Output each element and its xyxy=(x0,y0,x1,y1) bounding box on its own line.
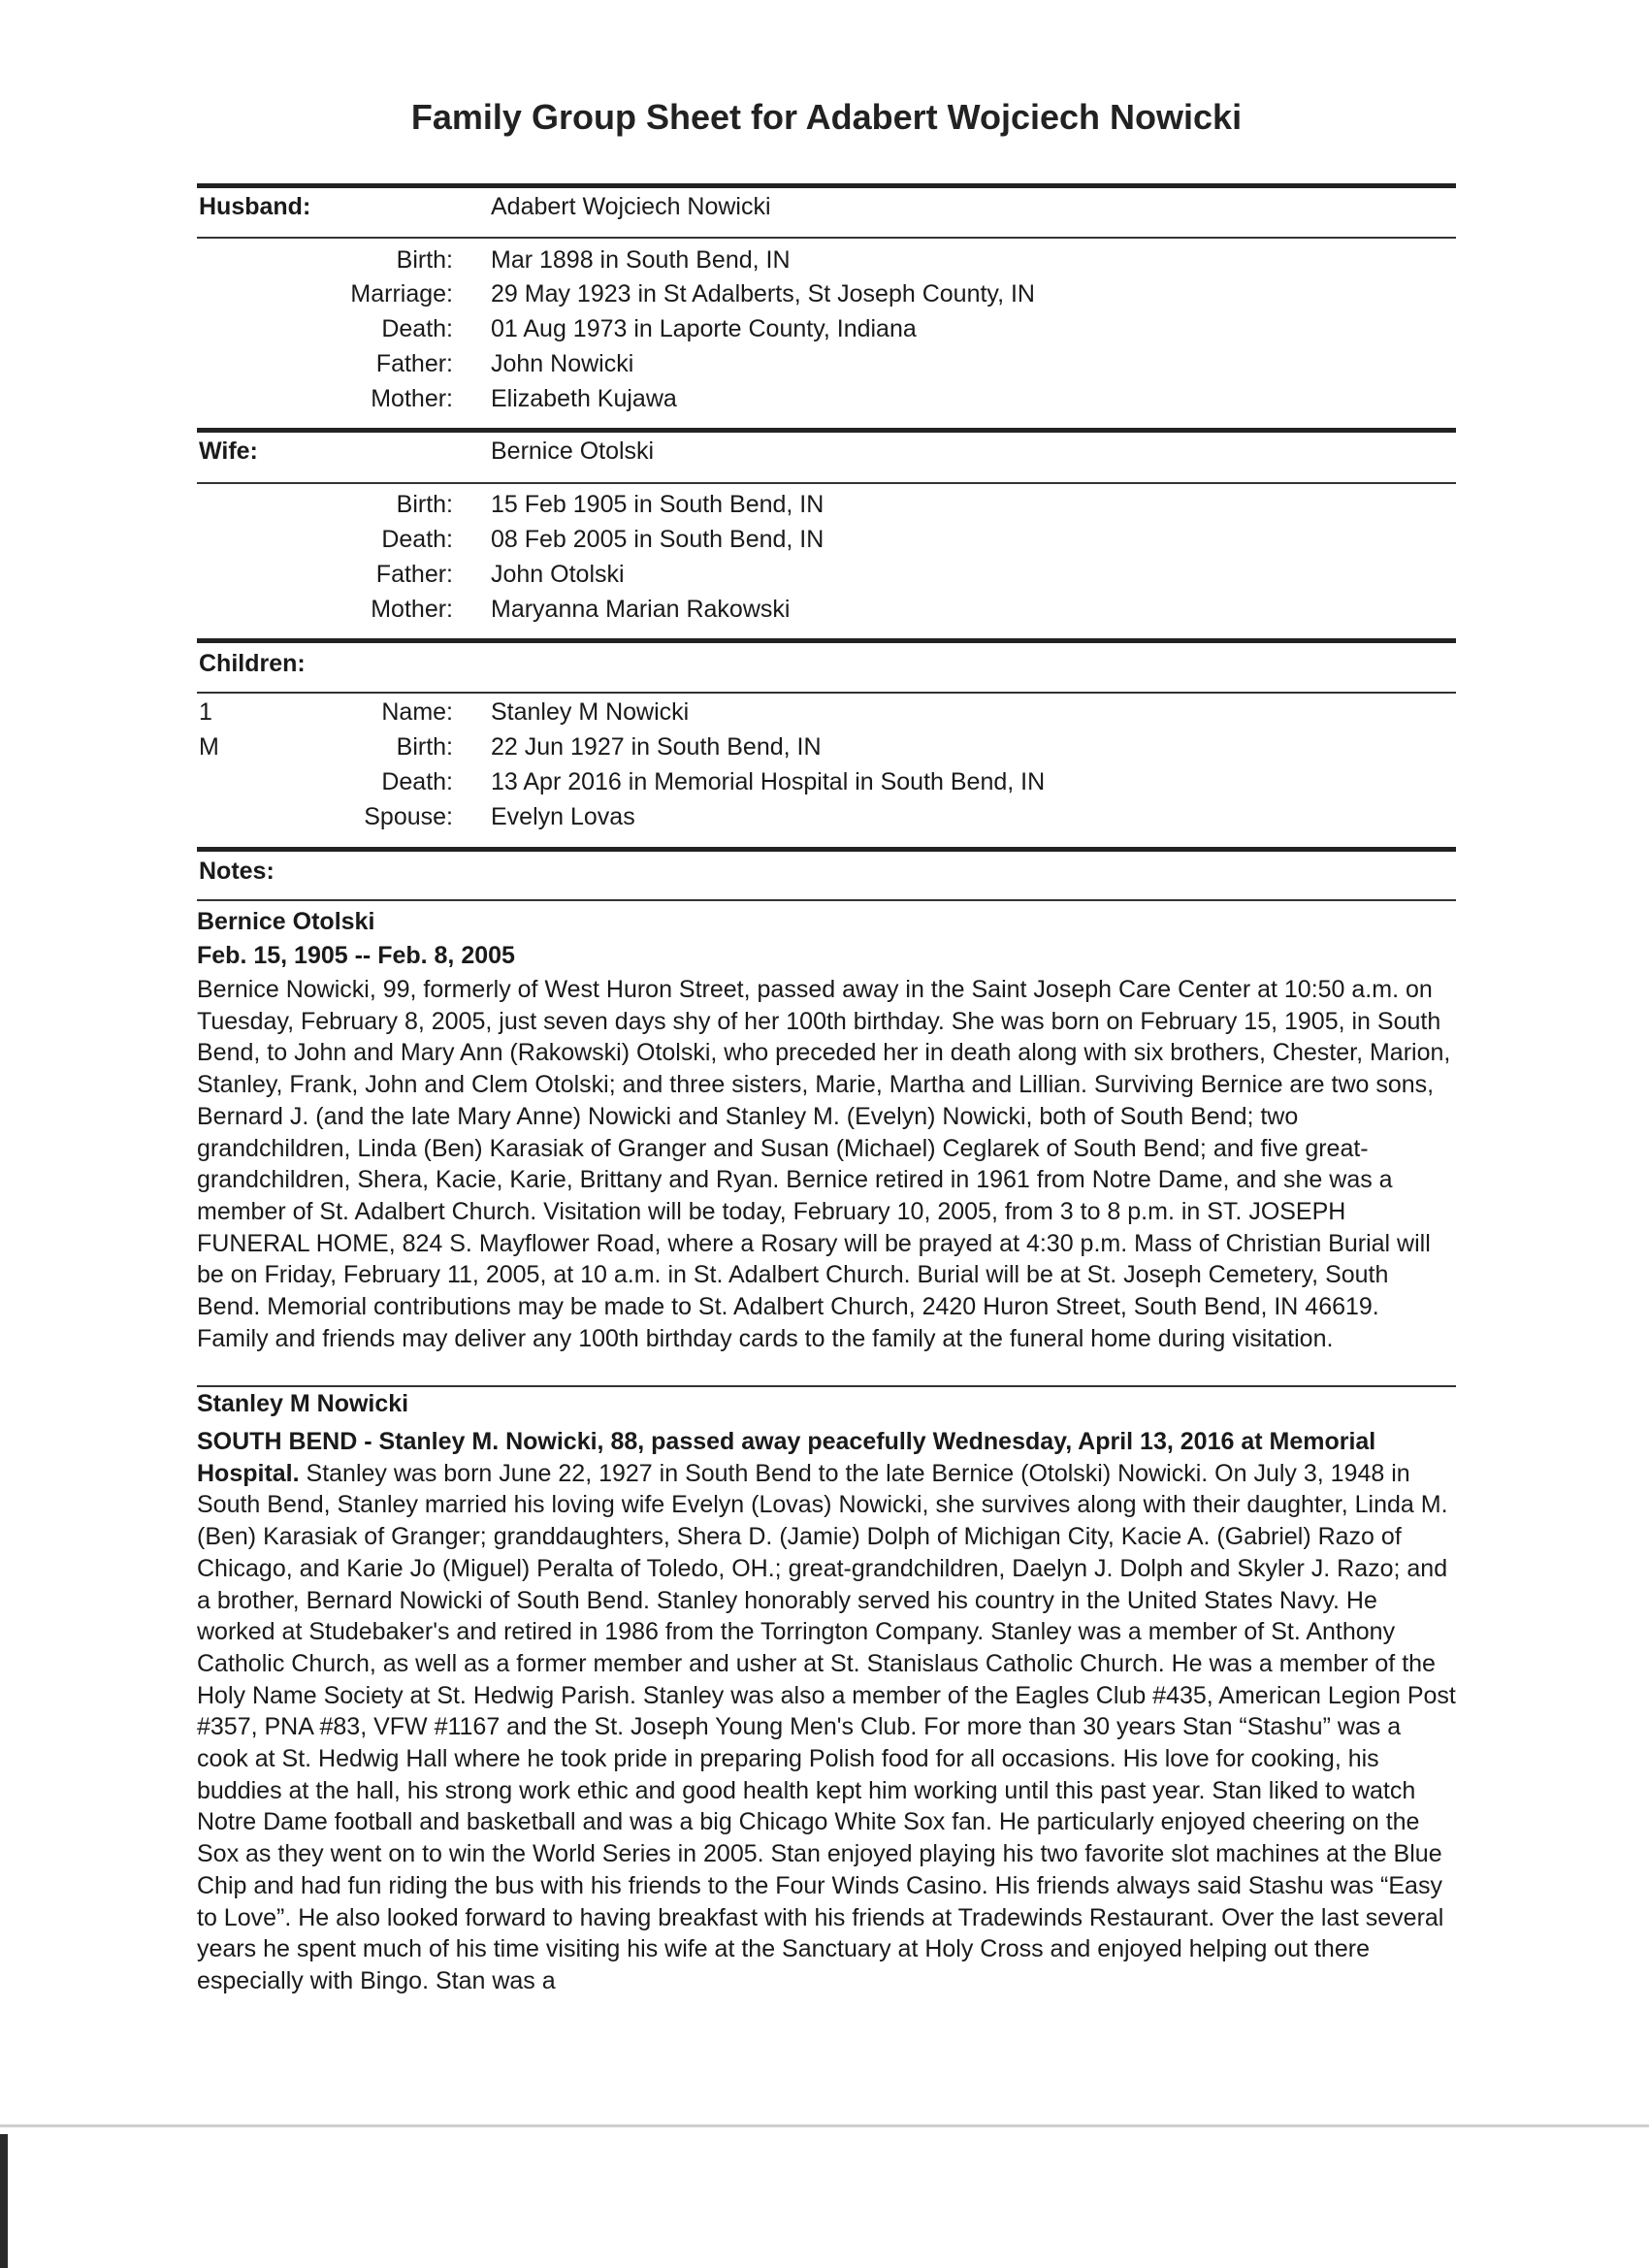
note-lead: SOUTH BEND - Stanley M. Nowicki, 88, passed away peacefully Wednesday, April 13, 2016 at Memorial Hospital. xyxy=(197,1428,1376,1487)
fact-value: Evelyn Lovas xyxy=(491,803,635,830)
wife-birth-row xyxy=(197,491,1456,526)
fact-value: 13 Apr 2016 in Memorial Hospital in South Bend, IN xyxy=(491,768,1046,795)
fact-value: 22 Jun 1927 in South Bend, IN xyxy=(491,733,822,761)
child-name-row xyxy=(197,698,1456,733)
fact-label: Name: xyxy=(381,698,453,726)
fact-value: 08 Feb 2005 in South Bend, IN xyxy=(491,526,824,553)
fact-value: Mar 1898 in South Bend, IN xyxy=(491,246,791,274)
fact-value: Maryanna Marian Rakowski xyxy=(491,596,791,623)
section-underline xyxy=(197,482,1456,484)
child-spouse-row xyxy=(197,803,1456,838)
scan-left-edge xyxy=(0,2134,8,2268)
fact-label: Father: xyxy=(375,561,453,588)
fact-value: John Otolski xyxy=(491,561,625,588)
husband-father-row xyxy=(197,350,1456,385)
note-body: Bernice Nowicki, 99, formerly of West Huron Street, passed away in the Saint Joseph Care Center at 10:50 a.m. on Tuesday, February 8, 2005, just seven days shy of her 100th birthday. She was born on February 15, 1905, in South Bend, to John and Mary Ann (Rakowski) Otolski, who preceded her in death along with six brothers, Chester, Marion, Stanley, Frank, John and Clem Otolski; and three sisters, Marie, Martha and Lillian. Surviving Bernice are two sons, Bernard J. (and the late Mary Anne) Nowicki and Stanley M. (Evelyn) Nowicki, both of South Bend; two grandchildren, Linda (Ben) Karasiak of Granger and Susan (Michael) Ceglarek of South Bend; and five great-grandchildren, Shera, Kacie, Karie, Brittany and Ryan. Bernice retired in 1961 from Notre Dame, and she was a member of St. Adalbert Church. Visitation will be today, February 10, 2005, from 3 to 8 p.m. in ST. JOSEPH FUNERAL HOME, 824 S. Mayflower Road, where a Rosary will be prayed at 4:30 p.m. Mass of Christian Burial will be on Friday, February 11, 2005, at 10 a.m. in St. Adalbert Church. Burial will be at St. Joseph Cemetery, South Bend. Memorial contributions may be made to St. Adalbert Church, 2420 Huron Street, South Bend, IN 46619. Family and friends may deliver any 100th birthday cards to the family at the funeral home during visitation. xyxy=(197,976,1451,1352)
fact-label: Birth: xyxy=(396,246,453,274)
note-divider xyxy=(197,1385,1456,1387)
children-label: Children: xyxy=(199,650,306,677)
fact-value: Stanley M Nowicki xyxy=(491,698,690,726)
wife-mother-row xyxy=(197,596,1456,631)
notes-label: Notes: xyxy=(199,858,275,885)
fact-label: Father: xyxy=(375,350,453,377)
fact-value: John Nowicki xyxy=(491,350,634,377)
child-sex: M xyxy=(199,733,219,761)
child-birth-row xyxy=(197,733,1456,768)
note-name: Stanley M Nowicki xyxy=(197,1390,409,1417)
note-body xyxy=(197,1426,1456,1997)
wife-name: Bernice Otolski xyxy=(491,437,655,465)
husband-birth-row xyxy=(197,246,1456,281)
fact-label: Mother: xyxy=(371,596,453,623)
note-text: Stanley was born June 22, 1927 in South Bend to the late Bernice (Otolski) Nowicki. On July 3, 1948 in South Bend, Stanley married his loving wife Evelyn (Lovas) Nowicki, she survives along with their daughter, Linda M. (Ben) Karasiak of Granger; granddaughters, Shera D. (Jamie) Dolph of Michigan City, Kacie A. (Gabriel) Razo of Chicago, and Karie Jo (Miguel) Peralta of Toledo, OH.; great-grandchildren, Daelyn J. Dolph and Skyler J. Razo; and a brother, Bernard Nowicki of South Bend. Stanley honorably served his country in the United States Navy. He worked at Studebaker's and retired in 1986 from the Torrington Company. Stanley was a member of St. Anthony Catholic Church, as well as a former member and usher at St. Stanislaus Catholic Church. He was a member of the Holy Name Society at St. Hedwig Parish. Stanley was also a member of the Eagles Club #435, American Legion Post #357, PNA #83, VFW #1167 and the St. Joseph Young Men's Club. For more than 30 years Stan “Stashu” was a cook at St. Hedwig Hall where he took pride in preparing Polish food for all occasions. His love for cooking, his buddies at the hall, his strong work ethic and good health kept him working until this past year. Stan liked to watch Notre Dame football and basketball and was a big Chicago White Sox fan. He particularly enjoyed cheering on the Sox as they went on to win the World Series in 2005. Stan enjoyed playing his two favorite slot machines at the Blue Chip and had fun riding the bus with his friends to the Four Winds Casino. His friends always said Stashu was “Easy to Love”. He also looked forward to having breakfast with his friends at Tradewinds Restaurant. Over the last several years he spent much of his time visiting his wife at the Sanctuary at Holy Cross and enjoyed helping out there especially with Bingo. Stan was a xyxy=(197,1459,1456,1994)
husband-death-row xyxy=(197,315,1456,350)
wife-father-row xyxy=(197,561,1456,596)
page-title: Family Group Sheet for Adabert Wojciech Nowicki xyxy=(410,97,1243,137)
fact-label: Death: xyxy=(381,315,453,342)
scan-bottom-edge xyxy=(0,2124,1649,2127)
section-divider xyxy=(197,428,1456,433)
husband-marriage-row xyxy=(197,280,1456,315)
child-number: 1 xyxy=(199,698,212,726)
fact-label: Marriage: xyxy=(350,280,453,308)
fact-label: Death: xyxy=(381,526,453,553)
section-underline xyxy=(197,692,1456,694)
note-subheading: Feb. 15, 1905 -- Feb. 8, 2005 xyxy=(197,942,515,969)
husband-label: Husband: xyxy=(199,193,311,220)
wife-label: Wife: xyxy=(199,437,258,465)
fact-label: Birth: xyxy=(396,491,453,518)
husband-name: Adabert Wojciech Nowicki xyxy=(491,193,771,220)
fact-value: Elizabeth Kujawa xyxy=(491,385,677,412)
child-death-row xyxy=(197,768,1456,803)
section-divider xyxy=(197,183,1456,188)
fact-label: Birth: xyxy=(396,733,453,761)
fact-label: Spouse: xyxy=(364,803,453,830)
note-name: Bernice Otolski xyxy=(197,908,375,935)
section-divider xyxy=(197,638,1456,643)
section-underline xyxy=(197,237,1456,239)
fact-label: Mother: xyxy=(371,385,453,412)
fact-value: 15 Feb 1905 in South Bend, IN xyxy=(491,491,824,518)
fact-label: Death: xyxy=(381,768,453,795)
fact-value: 29 May 1923 in St Adalberts, St Joseph County, IN xyxy=(491,280,1035,308)
wife-death-row xyxy=(197,526,1456,561)
section-underline xyxy=(197,899,1456,901)
fact-value: 01 Aug 1973 in Laporte County, Indiana xyxy=(491,315,917,342)
husband-mother-row xyxy=(197,385,1456,420)
section-divider xyxy=(197,847,1456,852)
